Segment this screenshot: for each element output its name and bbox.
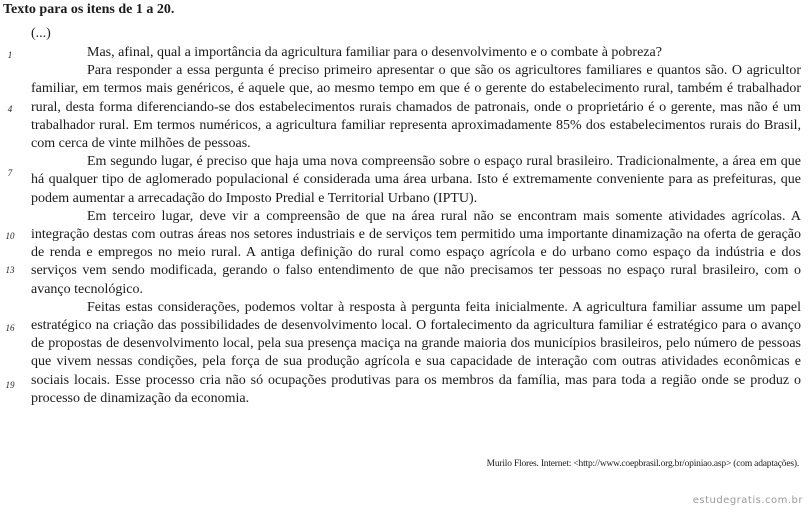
line-number: 16: [5, 323, 15, 333]
watermark: estudegratis.com.br: [692, 495, 803, 506]
line-number: 1: [7, 50, 13, 60]
line-number: 4: [7, 104, 13, 114]
line-number: 19: [5, 380, 15, 390]
article-body: [31, 44, 801, 408]
paragraph: Em segundo lugar, é preciso que haja uma nova compreensão sobre o espaço rural brasileiro. Tradicionalmente, a área em que há qualquer tipo de aglomerado populacional é considerada uma área urbana. Isto é extremamente conveniente para as prefeituras, que podem aumentar a arrecadação do Imposto Predial e Territorial Urbano (IPTU).: [31, 154, 801, 206]
paragraph: Mas, afinal, qual a importância da agricultura familiar para o desenvolvimento e o combate à pobreza?: [87, 45, 662, 60]
line-number: 13: [5, 265, 15, 275]
line-number: 7: [7, 168, 13, 178]
section-heading: Texto para os itens de 1 a 20.: [3, 2, 175, 17]
ellipsis-marker: (...): [31, 26, 51, 41]
paragraph: Para responder a essa pergunta é preciso primeiro apresentar o que são os agricultores familiares e quantos são. O agricultor familiar, em termos mais genéricos, é aquele que, ao mesmo tempo em que é o gerente do estabelecimento rural, também é trabalhador rural, desta forma diferenciando-se dos estabelecimentos rurais chamados de patronais, onde o proprietário é o gerente, mas não é um trabalhador rural. Em termos numéricos, a agricultura familiar representa aproximadamente 85% dos estabelecimentos rurais do Brasil, com cerca de vinte milhões de pessoas.: [31, 63, 801, 152]
line-number: 10: [5, 231, 15, 241]
paragraph: Em terceiro lugar, deve vir a compreensão de que na área rural não se encontram mais somente atividades agrícolas. A integração destas com outras áreas nos setores industriais e de serviços tem permitido uma importante dinamização na oferta de geração de renda e empregos no meio rural. A antiga definição do rural como espaço agrícola e do urbano como espaço da indústria e dos serviços vem sendo modificada, gerando o falso entendimento de que não precisamos ter pessoas no espaço rural brasileiro, com o avanço tecnológico.: [31, 208, 801, 297]
paragraph: Feitas estas considerações, podemos voltar à resposta à pergunta feita inicialmente. A agricultura familiar assume um papel estratégico na criação das possibilidades de desenvolvimento local. O fortalecimento da agricultura familiar é estratégico para o avanço de propostas de desenvolvimento local, pela sua presença maciça na grande maioria dos municípios brasileiros, pelo número de pessoas que vivem nessas condições, pela força de sua produção agrícola e sua capacidade de interação com outras atividades econômicas e sociais locais. Esse processo cria não só ocupações produtivas para os membros da família, mas para toda a região onde se produz o processo de dinamização da economia.: [31, 299, 801, 406]
source-citation: Murilo Flores. Internet: <http://www.coepbrasil.org.br/opiniao.asp> (com adaptações).: [486, 459, 799, 469]
